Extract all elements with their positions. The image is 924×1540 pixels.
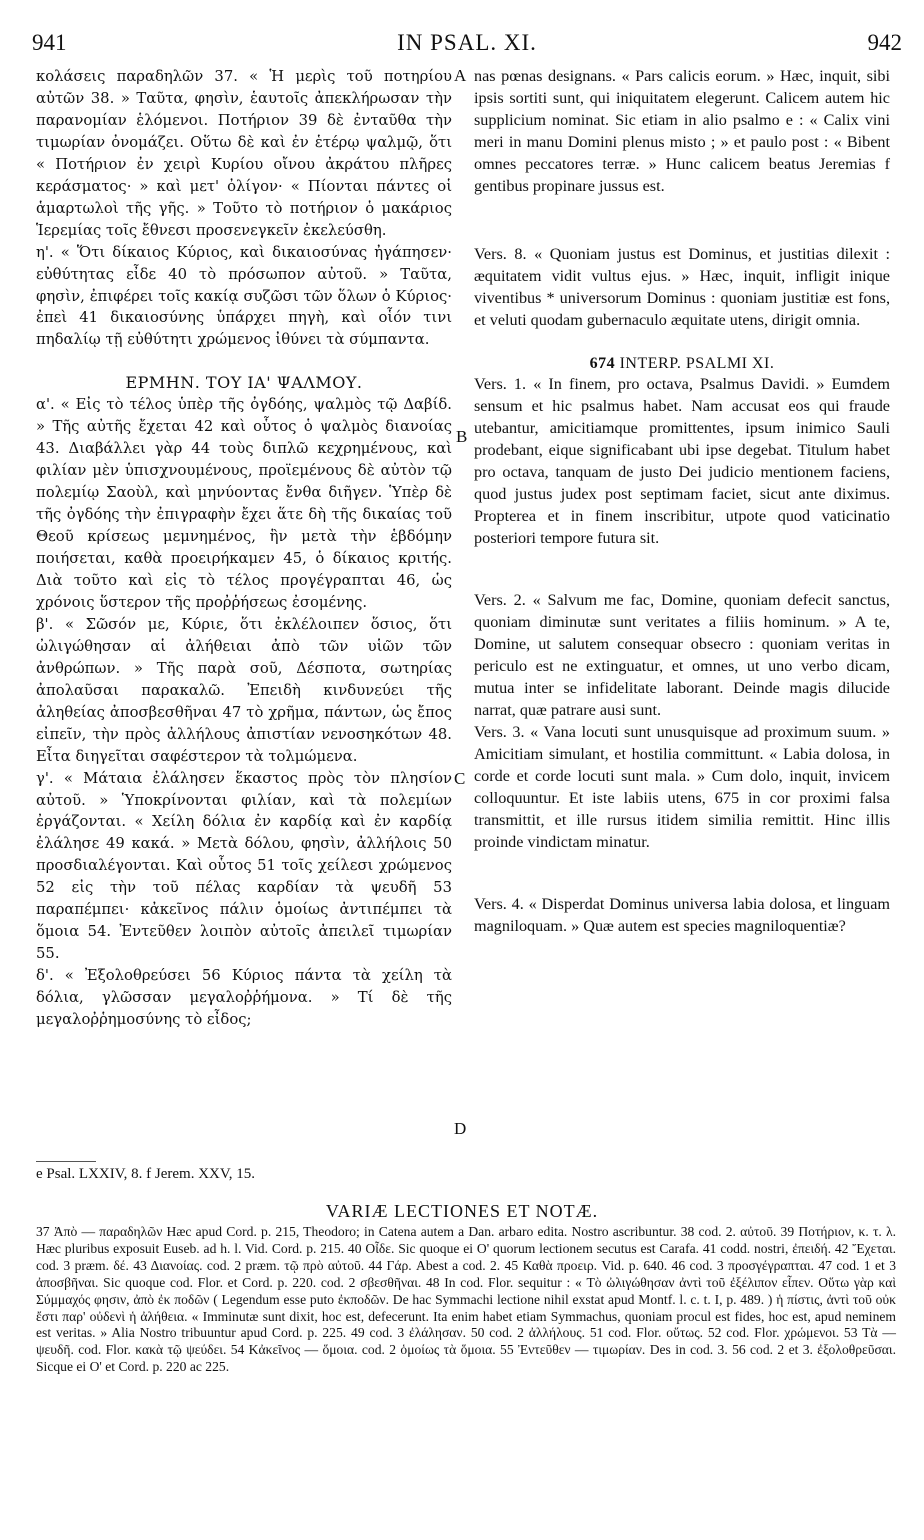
greek-column (36, 66, 452, 1031)
variant-readings-notes: 37 Ἀπὸ — παραδηλῶν Hæc apud Cord. p. 215, Theodoro; in Catena autem a Dan. arbaro edita. Nostro ascribuntur. 38 cod. 2. αὐτοῦ. 39 Ποτήριον, κ. τ. λ. Hæc pluribus exposuit Euseb. ad h. l. Vid. Cord. p. 215. 40 Οἶδε. Sic quoque ei O' quorum lectionem secutus est Carafa. 41 codd. nostri, ἐπειδή. 42 Ἔχεται. cod. 3 præm. δέ. 43 Διανοίας. cod. 2 præm. τῷ πρὸ αὐτοῦ. 44 Γάρ. Abest a cod. 2. 45 Καθὰ προειρ. Vid. p. 640. 46 cod. 3 προσγέγραπται. 47 cod. 1 et 3 ἀποσβῆναι. Sic quoque cod. Flor. et Cord. p. 220. cod. 2 σβεσθῆναι. 48 In cod. Flor. sequitur : « Τὸ ὠλιγώθησαν ἀντὶ τοῦ ἐξέλιπον εἶπεν. Οὕτω γὰρ καὶ Σύμμαχός φησιν, ἀπὸ ἐκ ποδῶν ( Legendum esse puto ἐκποδῶν. De hac Symmachi lectione nihil exstat apud Montf. l. c. t. I, p. 489. ) ἡ πίστις, ἀντὶ τοῦ οὐκ ἔστι παρ' οὐδενὶ ἡ ἀλήθεια. « Imminutæ sunt dixit, hoc est, defecerunt. Ita enim habet etiam Symmachus, quoniam procul est fides, hoc est, apud neminem est veritas. » Alia Nostro tribuuntur apud Cord. p. 225. 49 cod. 3 ἐλάλησαν. 50 cod. 2 ἀλλήλους. 51 cod. Flor. οὕτως. 52 cod. Flor. χρώμενοι. 53 Τὰ — ψευδῆ. cod. Flor. κακὰ τῷ ψεύδει. 54 Κἀκεῖνος — ὅμοια. cod. 2 ὁμοίως τὰ ὅμοια. 55 Ἐντεῦθεν — τιμωρίαν. Des in cod. 3. 56 cod. 2 et 3. ἐξολοθρεῦσαι. Sicque ei O' et Cord. p. 220 ac 225. (36, 1224, 896, 1375)
latin-column (474, 66, 890, 937)
greek-paragraph: κολάσεις παραδηλῶν 37. « Ἡ μερὶς τοῦ ποτηρίου αὐτῶν 38. » Ταῦτα, φησὶν, ἑαυτοῖς ἀπεκλήρωσαν τὴν παρανομίαν ἑλόμενοι. Ποτήριον 39 δὲ ἐνταῦθα τὴν τιμωρίαν ὀνομάζει. Οὕτω δὲ καὶ ἐν ἑτέρῳ ψαλμῷ, ὅτι « Ποτήριον ἐν χειρὶ Κυρίου οἴνου ἀκράτου πλῆρες κεράσματος· » καὶ μετ' ὀλίγον· « Πίονται πάντες οἱ ἁμαρτωλοὶ τῆς γῆς. » Τοῦτο τὸ ποτήριον ὁ μακάριος Ἱερεμίας τοῖς ἔθνεσι προσενεγκεῖν ἐκελεύσθη. (36, 68, 452, 239)
greek-paragraph: β'. « Σῶσόν με, Κύριε, ὅτι ἐκλέλοιπεν ὅσιος, ὅτι ὠλιγώθησαν αἱ ἀλήθειαι ἀπὸ τῶν υἱῶν τῶν ἀνθρώπων. » Τῆς παρὰ σοῦ, Δέσποτα, σωτηρίας ἀπολαῦσαι παρακαλῶ. Ἐπειδὴ κινδυνεύει τῆς ἀληθείας ἀποσβεσθῆναι 47 τὸ χρῆμα, πάντων, ὡς ἔπος εἰπεῖν, τὴν πρὸς ἀλλήλους ἀπιστίαν νενοσηκότων 48. Εἶτα διηγεῖται σαφέστερον τὰ τολμώμενα. (36, 615, 452, 765)
latin-section-heading (474, 353, 890, 375)
running-title: IN PSAL. XI. (397, 30, 537, 55)
notes-title: VARIÆ LECTIONES ET NOTÆ. (325, 1201, 599, 1221)
page-number-left: 941 (32, 30, 67, 55)
footnote: e Psal. LXXIV, 8. f Jerem. XXV, 15. (36, 1166, 256, 1182)
greek-section-heading: ΕΡΜΗΝ. ΤΟΥ ΙΑ' ΨΑΛΜΟΥ. (125, 373, 363, 393)
latin-paragraph: Vers. 4. « Disperdat Dominus universa labia dolosa, et linguam magniloquam. » Quæ autem est species magniloquentiæ? (474, 894, 890, 935)
page-number-right: 942 (867, 30, 902, 55)
margin-letter-d: D (454, 1119, 467, 1138)
latin-paragraph: nas pœnas designans. « Pars calicis eorum. » Hæc, inquit, sibi ipsis sortiti sunt, qui iniquitatem elegerunt. Calicem autem hic supplicium nominat. Sic etiam in alio psalmo e : « Calix vini meri in manu Domini plenus misto ; » et paulo post : « Bibent omnes peccatores terræ. » Hunc calicem beatus Jeremias f gentibus propinare jussus est. (474, 67, 890, 195)
latin-paragraph: Vers. 1. « In finem, pro octava, Psalmus Davidi. » Eumdem sensum et hic psalmus habet. Nam accusat eos qui fraude utebantur, amicitiamque promittentes, ipsum inimico Sauli prodebant, eique significabant ubi ipse degebat. Titulum habet pro octava, tanquam de justo Dei judicio mentionem faciens, quod justus judex post septimam faciet, sicut ante diximus. Propterea et in finem inscribitur, utpote quod vaticinatio posteriori tempore futura sit. (474, 375, 890, 548)
running-header (32, 30, 902, 56)
latin-paragraph: Vers. 2. « Salvum me fac, Domine, quoniam defecit sanctus, quoniam diminutæ sunt veritates a filiis hominum. » A te, Domine, ut salutem consequar obsecro : quoniam veritas in periculo est ne extinguatur, et omnes, ut uno verbo dicam, mutua inter se infidelitate laborant. Deinde magis dilucide narrat, quæ patrare ausi sunt. (474, 591, 890, 719)
greek-paragraph: η'. « Ὅτι δίκαιος Κύριος, καὶ δικαιοσύνας ἠγάπησεν· εὐθύτητας εἶδε 40 τὸ πρόσωπον αὐτοῦ. » Ταῦτα, φησὶν, ἐπιφέρει τοῖς κακίᾳ συζῶσι τῶν ὅλων ὁ Κύριος· ἐπεὶ 41 δικαιοσύνης ὑπάρχει πηγὴ, καὶ οἷόν τινι πηδαλίῳ τῇ εὐθύτητι χρώμενος ἰθύνει τὰ σύμπαντα. (36, 243, 452, 349)
margin-letter-b: B (456, 427, 468, 446)
column-number: 674 (589, 354, 616, 372)
greek-paragraph: δ'. « Ἐξολοθρεύσει 56 Κύριος πάντα τὰ χείλη τὰ δόλια, γλῶσσαν μεγαλοῤῥήμονα. » Τί δὲ τῆς μεγαλοῤῥημοσύνης τὸ εἶδος; (36, 967, 452, 1029)
margin-letter-a: A (454, 66, 467, 85)
greek-paragraph: γ'. « Μάταια ἐλάλησεν ἕκαστος πρὸς τὸν πλησίον αὐτοῦ. » Ὑποκρίνονται φιλίαν, καὶ τὰ πολεμίων ἐργάζονται. « Χείλη δόλια ἐν καρδίᾳ καὶ ἐν καρδίᾳ ἐλάλησε 49 κακά. » Μετὰ δόλου, φησὶν, ἀλλήλοις 50 προσδιαλέγονται. Καὶ οὗτος 51 τοῖς χείλεσι χρώμενος 52 εἰς τὴν τοῦ πέλας καρδίαν τὰ ψευδῆ 53 παραπέμπει· κἀκεῖνος πάλιν ὁμοίως ἀντιπέμπει τὰ ὅμοια 54. Ἐντεῦθεν λοιπὸν αὐτοῖς ἀπειλεῖ τιμωρίαν 55. (36, 769, 452, 963)
latin-heading-text: INTERP. PSALMI XI. (619, 354, 775, 372)
footnote-rule (36, 1161, 96, 1162)
latin-paragraph: Vers. 3. « Vana locuti sunt unusquisque ad proximum suum. » Amicitiam simulant, et hostilia committunt. « Labia dolosa, in corde et corde locuti sunt mala. » Cum dolo, inquit, invicem colloquuntur. Et iste labiis utens, 675 in cor proximi falsa transmittit, et ille rursus itidem similia remittit. Hinc illis proinde vindictam minatur. (474, 722, 890, 851)
margin-letter-c: C (454, 769, 466, 788)
latin-paragraph: Vers. 8. « Quoniam justus est Dominus, et justitias dilexit : æquitatem vidit vultus ejus. » Hæc, inquit, infligit inique viventibus * universorum Dominus : quoniam justitiæ est fons, et veluti quodam gubernaculo æquitate utens, dirigit omnia. (474, 244, 890, 329)
greek-paragraph: α'. « Εἰς τὸ τέλος ὑπὲρ τῆς ὀγδόης, ψαλμὸς τῷ Δαβίδ. » Τῆς αὐτῆς ἔχεται 42 καὶ οὗτος ὁ ψαλμὸς διανοίας 43. Διαβάλλει γὰρ 44 τοὺς διπλῶ κεχρημένους, καὶ φιλίαν μὲν ὑπισχνουμένους, προϊεμένους δὲ αὐτὸν τῷ πολεμίῳ Σαοὺλ, καὶ μηνύοντας ἔνθα διῆγεν. Ὑπὲρ δὲ τῆς ὀγδόης τὴν ἐπιγραφὴν ἔχει ἅτε δὴ τῆς δικαίας τοῦ Θεοῦ κρίσεως μεμνημένος, ἣν μετὰ τὴν ἑβδόμην ποιήσεται, καθὰ προειρήκαμεν 45, ὁ δίκαιος κριτής. Διὰ τοῦτο καὶ εἰς τὸ τέλος προγέγραπται 46, ὡς χρόνοις ὕστερον τῆς προῤῥήσεως ἐσομένης. (36, 396, 452, 611)
